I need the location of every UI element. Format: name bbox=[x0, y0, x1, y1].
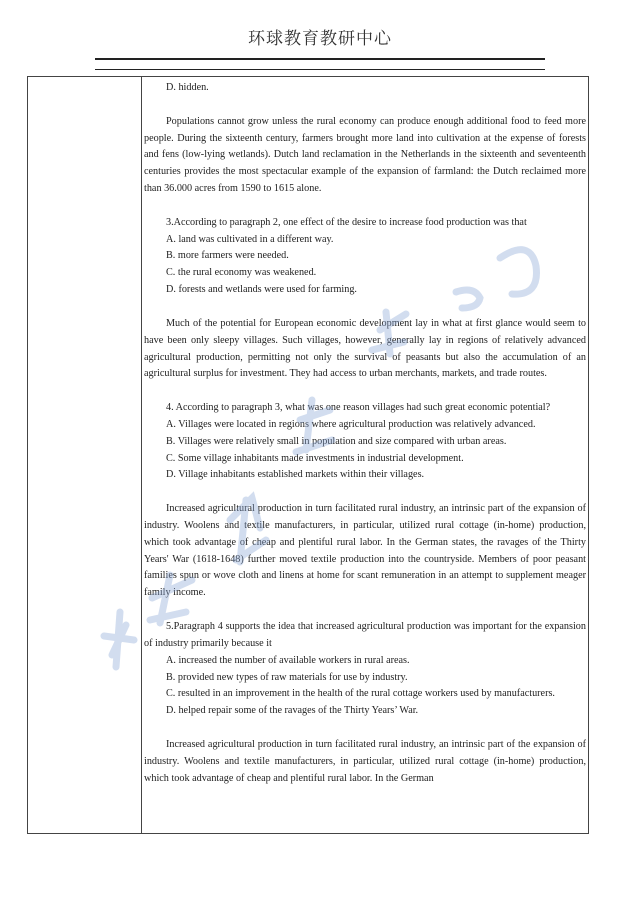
question-4-option-d: D. Village inhabitants established markets within their villages. bbox=[166, 469, 425, 481]
paragraph-4: Increased agricultural production in turn facilitated rural industry, an intrinsic part of the expansion of industry. Woolens and textile manufacturers, in particular, utilized rural cottage (in-home) production, which took advantage of cheap and plentiful rural labor. In the German states, the ravages of the Thirty Years' War (1618-1648) further moved textile production into the countryside. Members of poor peasant families spun or wove cloth and linens at home for scant remuneration in an attempt to supplement meager family income. bbox=[144, 503, 586, 599]
question-3-stem: 3.According to paragraph 2, one effect of the desire to increase food production was that bbox=[166, 216, 527, 228]
question-3-option-a: A. land was cultivated in a different way. bbox=[166, 233, 334, 245]
question-5-option-a: A. increased the number of available workers in rural areas. bbox=[166, 654, 410, 666]
question-4-option-a: A. Villages were located in regions where agricultural production was relatively advanced. bbox=[166, 418, 536, 430]
page-header-title: 环球教育教研中心 bbox=[248, 29, 392, 49]
question-5-option-d: D. helped repair some of the ravages of the Thirty Years’ War. bbox=[166, 705, 419, 717]
passage-cell bbox=[142, 77, 588, 833]
question-5-option-b: B. provided new types of raw materials for use by industry. bbox=[166, 671, 408, 683]
question-3-option-d: D. forests and wetlands were used for farming. bbox=[166, 284, 357, 296]
left-column bbox=[28, 77, 142, 833]
paragraph-4-repeat: Increased agricultural production in turn facilitated rural industry, an intrinsic part of the expansion of industry. Woolens and textile manufacturers, in particular, utilized rural cottage (in-home) production, which took advantage of cheap and plentiful rural labor. In the German bbox=[144, 738, 586, 784]
question-4-stem: 4. According to paragraph 3, what was one reason villages had such great economic potential? bbox=[166, 402, 551, 414]
prev-question-option-d: D. hidden. bbox=[166, 82, 209, 93]
paragraph-3: Much of the potential for European economic development lay in what at first glance would seem to have been only sleepy villages. Such villages, however, generally lay in regions of relatively advanced agricultural production, permitting not only the survival of peasants but also the accumulation of an agricultural surplus for investment. They had access to urban merchants, markets, and trade routes. bbox=[144, 317, 586, 380]
question-5-stem: 5.Paragraph 4 supports the idea that increased agricultural production was important for the expansion of industry primarily because it bbox=[144, 621, 586, 649]
paragraph-2: Populations cannot grow unless the rural economy can produce enough additional food to feed more people. During the sixteenth century, farmers brought more land into cultivation at the expense of forests and fens (low-lying wetlands). Dutch land reclamation in the Netherlands in the sixteenth and seventeenth centuries provides the most spectacular example of the expansion of farmland: the Dutch reclaimed more than 36.000 acres from 1590 to 1615 alone. bbox=[144, 115, 586, 195]
question-3-option-c: C. the rural economy was weakened. bbox=[166, 267, 317, 279]
content-table bbox=[27, 76, 589, 834]
header-rule-thick bbox=[95, 58, 545, 60]
question-3-option-b: B. more farmers were needed. bbox=[166, 250, 289, 262]
question-5-option-c: C. resulted in an improvement in the health of the rural cottage workers used by manufacturers. bbox=[166, 688, 555, 700]
question-4-option-b: B. Villages were relatively small in population and size compared with urban areas. bbox=[166, 435, 507, 447]
question-4-option-c: C. Some village inhabitants made investments in industrial development. bbox=[166, 452, 464, 464]
header-rule-thin bbox=[95, 69, 545, 70]
